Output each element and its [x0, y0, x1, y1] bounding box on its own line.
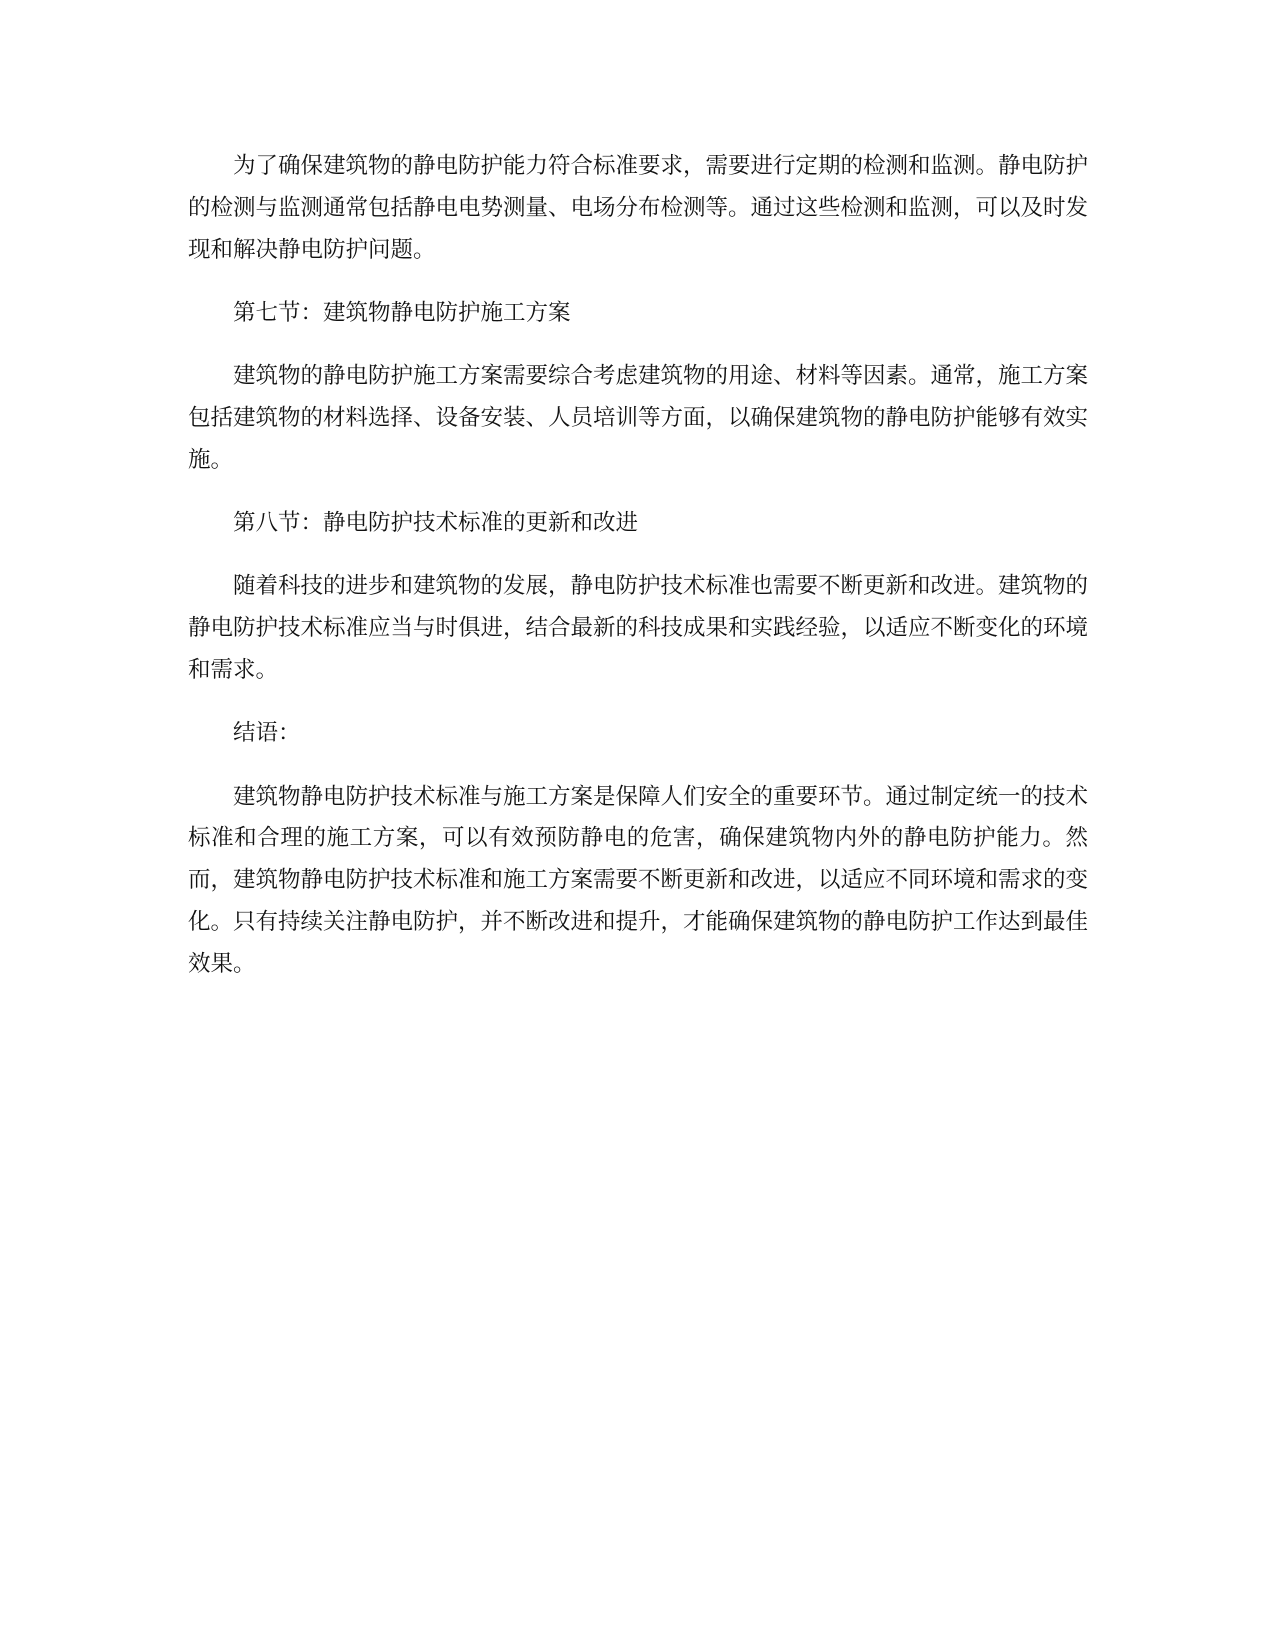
section-heading-8: 第八节：静电防护技术标准的更新和改进 [233, 510, 639, 537]
section-heading-7: 第七节：建筑物静电防护施工方案 [233, 299, 571, 326]
paragraph-standard-updates: 随着科技的进步和建筑物的发展，静电防护技术标准也需要不断更新和改进。建筑物的静电防护技术标准应当与时俱进，结合最新的科技成果和实践经验，以适应不断变化的环境和需求。 [188, 573, 1089, 683]
conclusion-heading: 结语： [233, 720, 301, 747]
document-body [188, 146, 1088, 1007]
paragraph-conclusion: 建筑物静电防护技术标准与施工方案是保障人们安全的重要环节。通过制定统一的技术标准和合理的施工方案，可以有效预防静电的危害，确保建筑物内外的静电防护能力。然而，建筑物静电防护技术标准和施工方案需要不断更新和改进，以适应不同环境和需求的变化。只有持续关注静电防护，并不断改进和提升，才能确保建筑物的静电防护工作达到最佳效果。 [188, 783, 1089, 977]
paragraph-construction-plan: 建筑物的静电防护施工方案需要综合考虑建筑物的用途、材料等因素。通常，施工方案包括建筑物的材料选择、设备安装、人员培训等方面，以确保建筑物的静电防护能够有效实施。 [188, 363, 1089, 473]
paragraph-inspection-monitoring: 为了确保建筑物的静电防护能力符合标准要求，需要进行定期的检测和监测。静电防护的检测与监测通常包括静电电势测量、电场分布检测等。通过这些检测和监测，可以及时发现和解决静电防护问题。 [188, 153, 1089, 263]
